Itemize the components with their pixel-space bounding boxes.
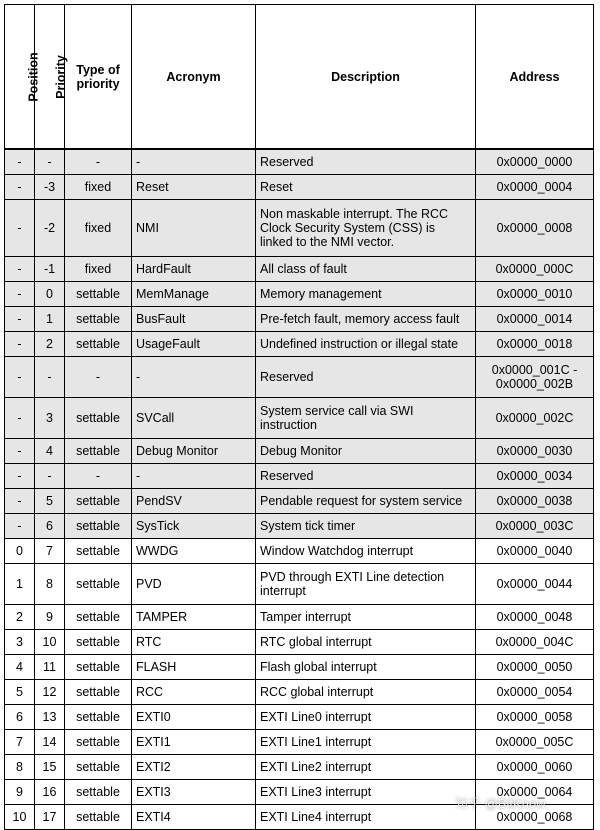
cell-position: - bbox=[5, 397, 35, 438]
cell-priority: 5 bbox=[35, 488, 65, 513]
table-row bbox=[5, 174, 594, 199]
cell-address: 0x0000_0040 bbox=[476, 538, 594, 563]
cell-priority: 7 bbox=[35, 538, 65, 563]
cell-description: PVD through EXTI Line detection interrupt bbox=[256, 563, 476, 604]
cell-type: settable bbox=[65, 804, 132, 829]
cell-type: - bbox=[65, 149, 132, 174]
cell-position: 6 bbox=[5, 704, 35, 729]
cell-address: 0x0000_0068 bbox=[476, 804, 594, 829]
cell-type: settable bbox=[65, 488, 132, 513]
cell-type: settable bbox=[65, 513, 132, 538]
cell-address: 0x0000_000C bbox=[476, 256, 594, 281]
table-row bbox=[5, 513, 594, 538]
cell-priority: -2 bbox=[35, 199, 65, 256]
table-row bbox=[5, 256, 594, 281]
cell-type: settable bbox=[65, 331, 132, 356]
table-row bbox=[5, 604, 594, 629]
cell-acronym: WWDG bbox=[132, 538, 256, 563]
cell-acronym: BusFault bbox=[132, 306, 256, 331]
cell-priority: -3 bbox=[35, 174, 65, 199]
cell-priority: 10 bbox=[35, 629, 65, 654]
cell-priority: 12 bbox=[35, 679, 65, 704]
cell-position: 1 bbox=[5, 563, 35, 604]
cell-type: settable bbox=[65, 281, 132, 306]
cell-priority: 14 bbox=[35, 729, 65, 754]
cell-priority: - bbox=[35, 149, 65, 174]
table-row bbox=[5, 679, 594, 704]
cell-type: settable bbox=[65, 604, 132, 629]
cell-description: Tamper interrupt bbox=[256, 604, 476, 629]
cell-acronym: HardFault bbox=[132, 256, 256, 281]
cell-position: - bbox=[5, 463, 35, 488]
cell-position: 7 bbox=[5, 729, 35, 754]
cell-position: 5 bbox=[5, 679, 35, 704]
cell-position: 8 bbox=[5, 754, 35, 779]
cell-description: System tick timer bbox=[256, 513, 476, 538]
cell-description: Pendable request for system service bbox=[256, 488, 476, 513]
cell-position: 10 bbox=[5, 804, 35, 829]
cell-position: - bbox=[5, 438, 35, 463]
cell-type: settable bbox=[65, 629, 132, 654]
cell-acronym: FLASH bbox=[132, 654, 256, 679]
cell-address: 0x0000_0000 bbox=[476, 149, 594, 174]
table-row bbox=[5, 704, 594, 729]
cell-description: All class of fault bbox=[256, 256, 476, 281]
cell-address: 0x0000_0060 bbox=[476, 754, 594, 779]
cell-description: RTC global interrupt bbox=[256, 629, 476, 654]
cell-acronym: RTC bbox=[132, 629, 256, 654]
cell-type: fixed bbox=[65, 199, 132, 256]
cell-acronym: Reset bbox=[132, 174, 256, 199]
cell-address: 0x0000_0030 bbox=[476, 438, 594, 463]
cell-description: Flash global interrupt bbox=[256, 654, 476, 679]
table-row bbox=[5, 538, 594, 563]
cell-priority: 17 bbox=[35, 804, 65, 829]
table-row bbox=[5, 563, 594, 604]
cell-description: EXTI Line4 interrupt bbox=[256, 804, 476, 829]
cell-address: 0x0000_0050 bbox=[476, 654, 594, 679]
cell-type: settable bbox=[65, 397, 132, 438]
cell-type: fixed bbox=[65, 256, 132, 281]
cell-position: - bbox=[5, 331, 35, 356]
cell-position: 9 bbox=[5, 779, 35, 804]
table-row bbox=[5, 629, 594, 654]
cell-acronym: PendSV bbox=[132, 488, 256, 513]
table-row bbox=[5, 438, 594, 463]
cell-description: Pre-fetch fault, memory access fault bbox=[256, 306, 476, 331]
cell-acronym: NMI bbox=[132, 199, 256, 256]
cell-position: - bbox=[5, 306, 35, 331]
cell-description: Reserved bbox=[256, 149, 476, 174]
cell-description: RCC global interrupt bbox=[256, 679, 476, 704]
cell-description: Window Watchdog interrupt bbox=[256, 538, 476, 563]
cell-position: - bbox=[5, 513, 35, 538]
cell-description: Undefined instruction or illegal state bbox=[256, 331, 476, 356]
cell-acronym: EXTI2 bbox=[132, 754, 256, 779]
cell-position: 2 bbox=[5, 604, 35, 629]
cell-type: settable bbox=[65, 679, 132, 704]
header-acronym: Acronym bbox=[132, 5, 256, 150]
cell-position: - bbox=[5, 488, 35, 513]
cell-address: 0x0000_0034 bbox=[476, 463, 594, 488]
cell-address: 0x0000_005C bbox=[476, 729, 594, 754]
cell-acronym: SVCall bbox=[132, 397, 256, 438]
cell-priority: 1 bbox=[35, 306, 65, 331]
header-row bbox=[5, 5, 594, 150]
cell-address: 0x0000_0008 bbox=[476, 199, 594, 256]
cell-position: - bbox=[5, 174, 35, 199]
cell-address: 0x0000_003C bbox=[476, 513, 594, 538]
cell-acronym: EXTI3 bbox=[132, 779, 256, 804]
cell-priority: 6 bbox=[35, 513, 65, 538]
table-row bbox=[5, 356, 594, 397]
cell-priority: 2 bbox=[35, 331, 65, 356]
cell-description: Non maskable interrupt. The RCC Clock Security System (CSS) is linked to the NMI vector. bbox=[256, 199, 476, 256]
table-row bbox=[5, 654, 594, 679]
cell-description: EXTI Line2 interrupt bbox=[256, 754, 476, 779]
cell-address: 0x0000_0010 bbox=[476, 281, 594, 306]
cell-priority: 16 bbox=[35, 779, 65, 804]
cell-priority: 3 bbox=[35, 397, 65, 438]
cell-address: 0x0000_0014 bbox=[476, 306, 594, 331]
cell-acronym: EXTI0 bbox=[132, 704, 256, 729]
cell-description: Reset bbox=[256, 174, 476, 199]
cell-priority: 15 bbox=[35, 754, 65, 779]
cell-acronym: - bbox=[132, 463, 256, 488]
table-row bbox=[5, 754, 594, 779]
cell-description: Memory management bbox=[256, 281, 476, 306]
cell-description: System service call via SWI instruction bbox=[256, 397, 476, 438]
cell-acronym: EXTI4 bbox=[132, 804, 256, 829]
cell-acronym: PVD bbox=[132, 563, 256, 604]
cell-acronym: - bbox=[132, 149, 256, 174]
table-row bbox=[5, 729, 594, 754]
cell-type: settable bbox=[65, 563, 132, 604]
cell-description: Reserved bbox=[256, 356, 476, 397]
cell-type: settable bbox=[65, 538, 132, 563]
cell-position: - bbox=[5, 149, 35, 174]
cell-type: settable bbox=[65, 729, 132, 754]
table-row bbox=[5, 281, 594, 306]
cell-type: settable bbox=[65, 754, 132, 779]
cell-type: settable bbox=[65, 306, 132, 331]
header-position: Position bbox=[5, 5, 35, 150]
table-row bbox=[5, 149, 594, 174]
cell-priority: 13 bbox=[35, 704, 65, 729]
cell-priority: 4 bbox=[35, 438, 65, 463]
cell-position: - bbox=[5, 199, 35, 256]
cell-priority: - bbox=[35, 463, 65, 488]
cell-acronym: - bbox=[132, 356, 256, 397]
cell-type: settable bbox=[65, 779, 132, 804]
cell-type: - bbox=[65, 463, 132, 488]
header-priority: Priority bbox=[35, 5, 65, 150]
cell-description: Reserved bbox=[256, 463, 476, 488]
cell-acronym: EXTI1 bbox=[132, 729, 256, 754]
cell-position: - bbox=[5, 356, 35, 397]
cell-position: 4 bbox=[5, 654, 35, 679]
watermark: 知乎 @BitKnow bbox=[455, 796, 546, 811]
cell-address: 0x0000_0054 bbox=[476, 679, 594, 704]
cell-type: fixed bbox=[65, 174, 132, 199]
cell-description: EXTI Line3 interrupt bbox=[256, 779, 476, 804]
table-row bbox=[5, 397, 594, 438]
cell-acronym: RCC bbox=[132, 679, 256, 704]
table-row bbox=[5, 463, 594, 488]
cell-type: settable bbox=[65, 704, 132, 729]
cell-position: 0 bbox=[5, 538, 35, 563]
header-description: Description bbox=[256, 5, 476, 150]
cell-position: - bbox=[5, 281, 35, 306]
cell-description: Debug Monitor bbox=[256, 438, 476, 463]
header-address: Address bbox=[476, 5, 594, 150]
cell-acronym: MemManage bbox=[132, 281, 256, 306]
vector-table bbox=[4, 4, 594, 830]
cell-address: 0x0000_001C - 0x0000_002B bbox=[476, 356, 594, 397]
cell-priority: -1 bbox=[35, 256, 65, 281]
cell-address: 0x0000_0048 bbox=[476, 604, 594, 629]
cell-address: 0x0000_0044 bbox=[476, 563, 594, 604]
cell-address: 0x0000_0058 bbox=[476, 704, 594, 729]
cell-type: - bbox=[65, 356, 132, 397]
table-row bbox=[5, 488, 594, 513]
cell-priority: 9 bbox=[35, 604, 65, 629]
table-row bbox=[5, 331, 594, 356]
header-type-of-priority: Type of priority bbox=[65, 5, 132, 150]
cell-position: 3 bbox=[5, 629, 35, 654]
cell-priority: - bbox=[35, 356, 65, 397]
cell-address: 0x0000_0004 bbox=[476, 174, 594, 199]
cell-address: 0x0000_004C bbox=[476, 629, 594, 654]
cell-acronym: TAMPER bbox=[132, 604, 256, 629]
cell-position: - bbox=[5, 256, 35, 281]
table-row bbox=[5, 306, 594, 331]
cell-address: 0x0000_0038 bbox=[476, 488, 594, 513]
cell-acronym: UsageFault bbox=[132, 331, 256, 356]
cell-type: settable bbox=[65, 654, 132, 679]
cell-priority: 11 bbox=[35, 654, 65, 679]
cell-acronym: SysTick bbox=[132, 513, 256, 538]
cell-priority: 0 bbox=[35, 281, 65, 306]
cell-description: EXTI Line1 interrupt bbox=[256, 729, 476, 754]
cell-type: settable bbox=[65, 438, 132, 463]
table-row bbox=[5, 199, 594, 256]
cell-priority: 8 bbox=[35, 563, 65, 604]
cell-address: 0x0000_0064 bbox=[476, 779, 594, 804]
cell-address: 0x0000_0018 bbox=[476, 331, 594, 356]
cell-description: EXTI Line0 interrupt bbox=[256, 704, 476, 729]
cell-acronym: Debug Monitor bbox=[132, 438, 256, 463]
cell-address: 0x0000_002C bbox=[476, 397, 594, 438]
